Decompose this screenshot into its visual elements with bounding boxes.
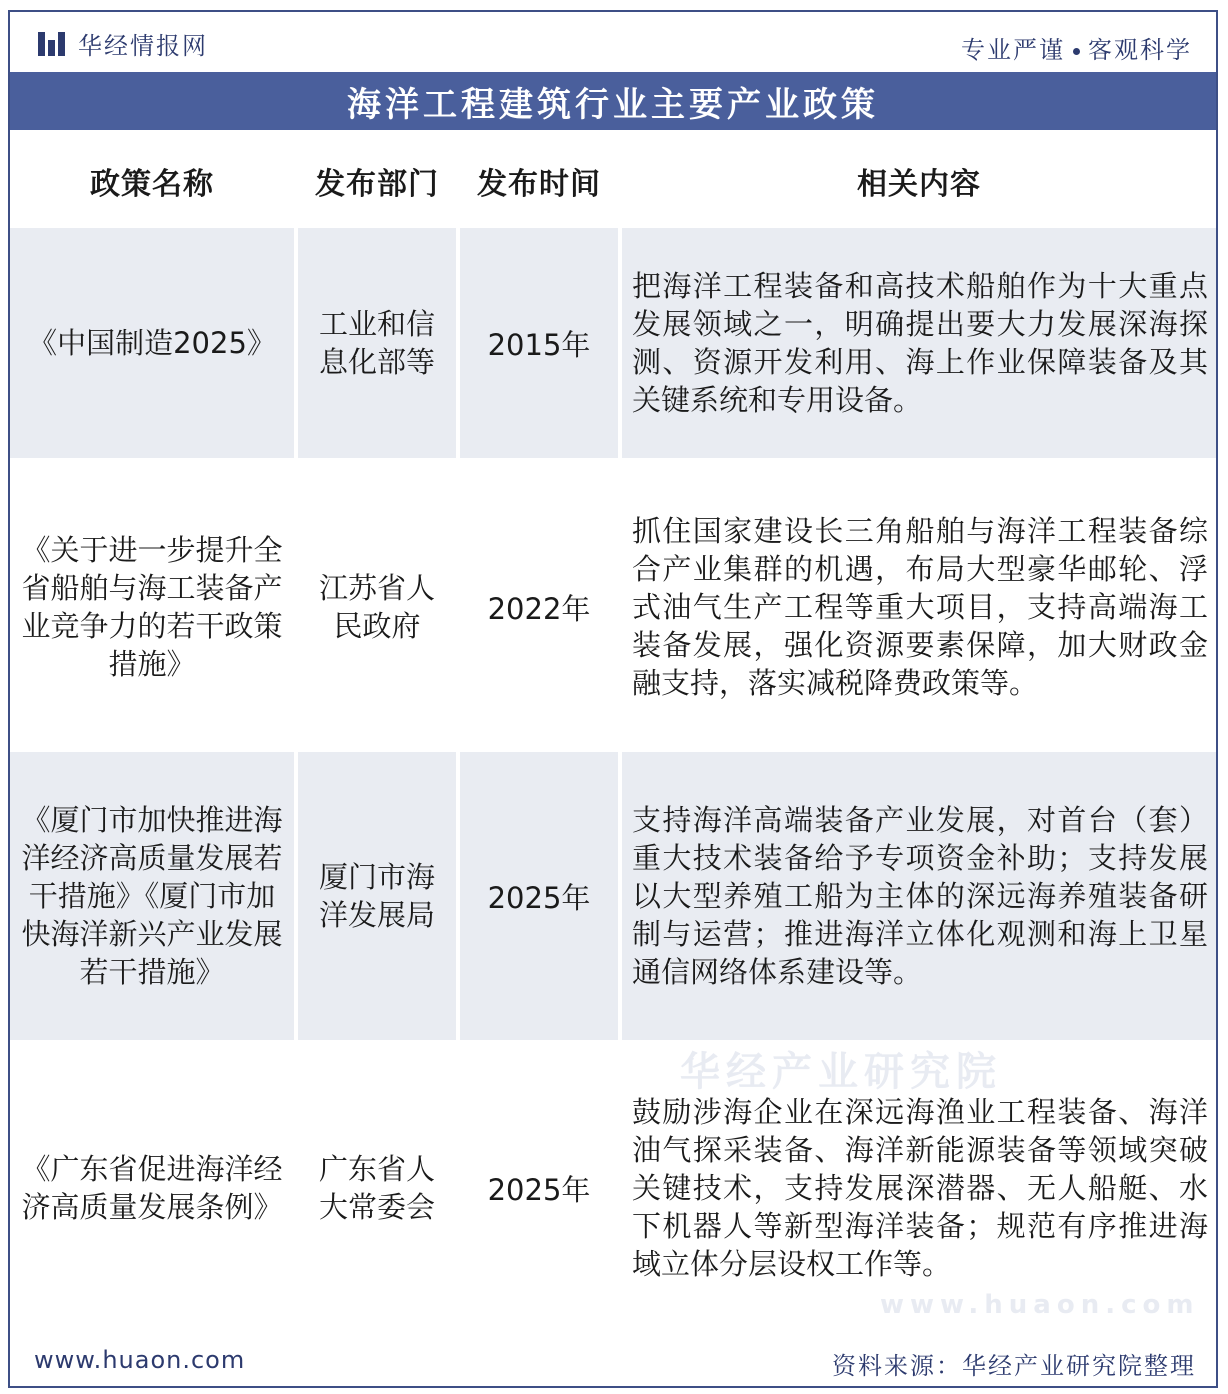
brand-logo[interactable] — [38, 30, 208, 60]
table-row — [10, 1040, 1216, 1336]
table-row — [10, 752, 1216, 1040]
page-title: 海洋工程建筑行业主要产业政策 — [347, 84, 879, 125]
policy-name-cell: 《厦门市加快推进海洋经济高质量发展若干措施》《厦门市加快海洋新兴产业发展若干措施》 — [10, 752, 294, 1040]
brand-name: 华经情报网 — [78, 31, 208, 60]
policy-name-cell: 《中国制造2025》 — [10, 228, 294, 458]
column-header-content: 相关内容 — [857, 167, 981, 202]
date-cell: 2015年 — [460, 228, 618, 458]
slogan-left: 专业严谨 — [961, 36, 1065, 64]
footer — [10, 1334, 1216, 1386]
content-text: 鼓励涉海企业在深远海渔业工程装备、海洋油气探采装备、海洋新能源装备等领域突破关键技术，支持发展深潜器、无人船艇、水下机器人等新型海洋装备；规范有序推进海域立体分层设权工作等。 — [632, 1095, 1208, 1281]
column-header-name: 政策名称 — [90, 167, 214, 202]
bullet-dot-icon — [1073, 48, 1080, 55]
dept-cell: 工业和信息化部等 — [298, 228, 456, 458]
content-cell — [622, 462, 1216, 752]
date-cell: 2025年 — [460, 752, 618, 1040]
content-cell — [622, 1040, 1216, 1336]
content-text: 支持海洋高端装备产业发展，对首台（套）重大技术装备给予专项资金补助；支持发展以大型养殖工船为主体的深远海养殖装备研制与运营；推进海洋立体化观测和海上卫星通信网络体系建设等。 — [632, 803, 1208, 989]
column-header-date: 发布时间 — [477, 167, 601, 202]
footer-url-link[interactable]: www.huaon.com — [34, 1346, 246, 1374]
top-bar — [10, 12, 1216, 70]
date-cell: 2025年 — [487, 1172, 591, 1207]
table-row — [10, 228, 1216, 458]
content-cell — [622, 752, 1216, 1040]
dept-cell: 广东省人大常委会 — [318, 1152, 435, 1224]
policy-name-cell: 《关于进一步提升全省船舶与海工装备产业竞争力的若干政策措施》 — [21, 533, 283, 681]
content-cell — [622, 228, 1216, 458]
policy-name-cell: 《广东省促进海洋经济高质量发展条例》 — [21, 1152, 283, 1224]
watermark-url: www.huaon.com — [880, 1290, 1200, 1320]
footer-source: 资料来源：华经产业研究院整理 — [832, 1352, 1196, 1380]
table-row — [10, 462, 1216, 752]
bar-logo-icon — [38, 30, 66, 56]
slogan-right: 客观科学 — [1088, 36, 1192, 64]
watermark-text: 华经产业研究院 — [680, 1049, 1002, 1095]
column-header-dept: 发布部门 — [315, 167, 439, 202]
content-text: 抓住国家建设长三角船舶与海洋工程装备综合产业集群的机遇，布局大型豪华邮轮、浮式油气生产工程等重大项目，支持高端海工装备发展，强化资源要素保障，加大财政金融支持，落实减税降费政策等。 — [632, 514, 1208, 700]
content-text: 把海洋工程装备和高技术船舶作为十大重点发展领域之一，明确提出要大力发展深海探测、资源开发利用、海上作业保障装备及其关键系统和专用设备。 — [632, 269, 1208, 417]
dept-cell: 江苏省人民政府 — [318, 571, 435, 643]
date-cell: 2022年 — [487, 591, 591, 626]
slogan — [961, 30, 1192, 65]
title-bar — [10, 72, 1216, 130]
dept-cell: 厦门市海洋发展局 — [298, 752, 456, 1040]
